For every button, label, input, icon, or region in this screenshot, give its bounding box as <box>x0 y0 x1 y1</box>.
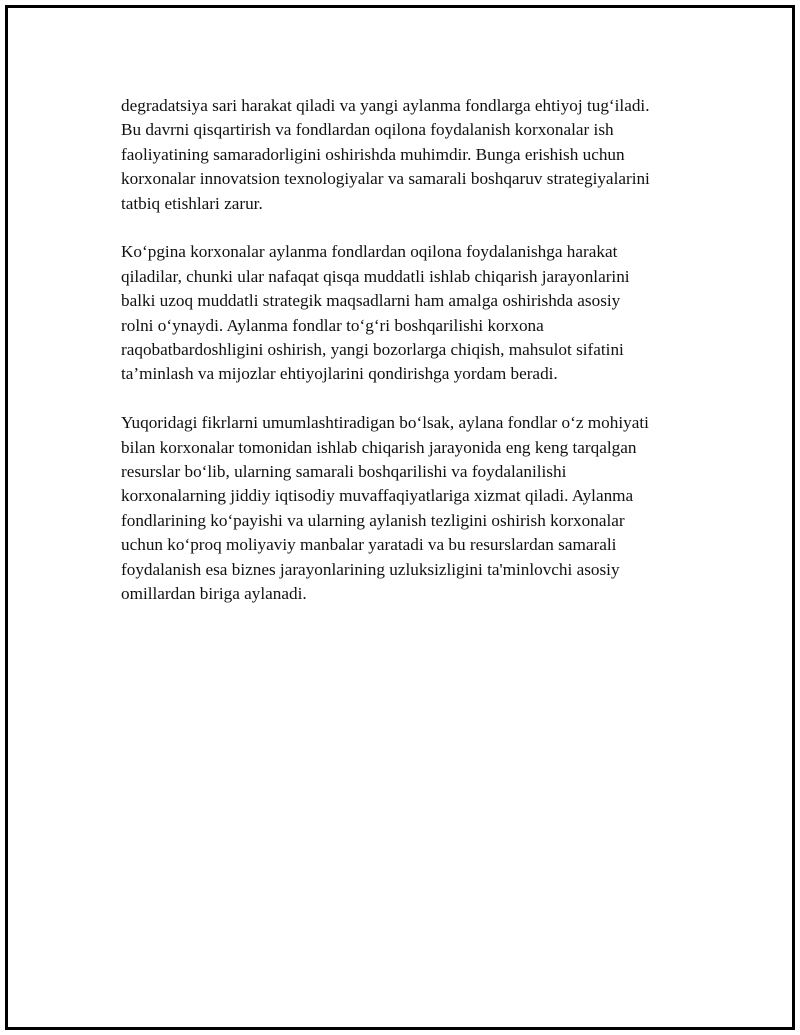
text-line: korxonalarning jiddiy iqtisodiy muvaffaqiyatlariga xizmat qiladi. Aylanma <box>121 486 634 506</box>
text-line: qiladilar, chunki ular nafaqat qisqa muddatli ishlab chiqarish jarayonlarini <box>121 266 630 286</box>
text-line: faoliyatining samaradorligini oshirishda muhimdir. Bunga erishish uchun <box>121 144 625 164</box>
text-line: uchun ko‘proq moliyaviy manbalar yaratadi va bu resurslardan samarali <box>121 535 617 555</box>
text-line: korxonalar innovatsion texnologiyalar va samarali boshqaruv strategiyalarini <box>121 169 650 189</box>
text-line: degradatsiya sari harakat qiladi va yangi aylanma fondlarga ehtiyoj tug‘iladi. <box>121 96 650 115</box>
text-line: balki uzoq muddatli strategik maqsadlarni ham amalga oshirishda asosiy <box>121 291 621 311</box>
paragraph-1 <box>121 94 706 216</box>
text-line: Bu davrni qisqartirish va fondlardan oqilona foydalanish korxonalar ish <box>121 120 614 140</box>
page-frame <box>5 5 795 1030</box>
document-body <box>121 94 706 631</box>
text-line: bilan korxonalar tomonidan ishlab chiqarish jarayonida eng keng tarqalgan <box>121 437 637 457</box>
text-line: Yuqoridagi fikrlarni umumlashtiradigan bo‘lsak, aylana fondlar o‘z mohiyati <box>121 413 649 433</box>
paragraph-3 <box>121 411 706 606</box>
text-line: raqobatbardoshligini oshirish, yangi bozorlarga chiqish, mahsulot sifatini <box>121 340 624 360</box>
text-line: fondlarining ko‘payishi va ularning aylanish tezligini oshirish korxonalar <box>121 510 625 530</box>
text-line: foydalanish esa biznes jarayonlarining uzluksizligini ta'minlovchi asosiy <box>121 559 620 579</box>
paragraph-2 <box>121 240 706 386</box>
text-line: Ko‘pgina korxonalar aylanma fondlardan oqilona foydalanishga harakat <box>121 242 618 262</box>
text-line: resurslar bo‘lib, ularning samarali boshqarilishi va foydalanilishi <box>121 462 567 482</box>
text-line: ta’minlash va mijozlar ehtiyojlarini qondirishga yordam beradi. <box>121 364 558 384</box>
text-line: rolni o‘ynaydi. Aylanma fondlar to‘g‘ri boshqarilishi korxona <box>121 315 544 335</box>
text-line: omillardan biriga aylanadi. <box>121 584 307 604</box>
text-line: tatbiq etishlari zarur. <box>121 193 263 213</box>
